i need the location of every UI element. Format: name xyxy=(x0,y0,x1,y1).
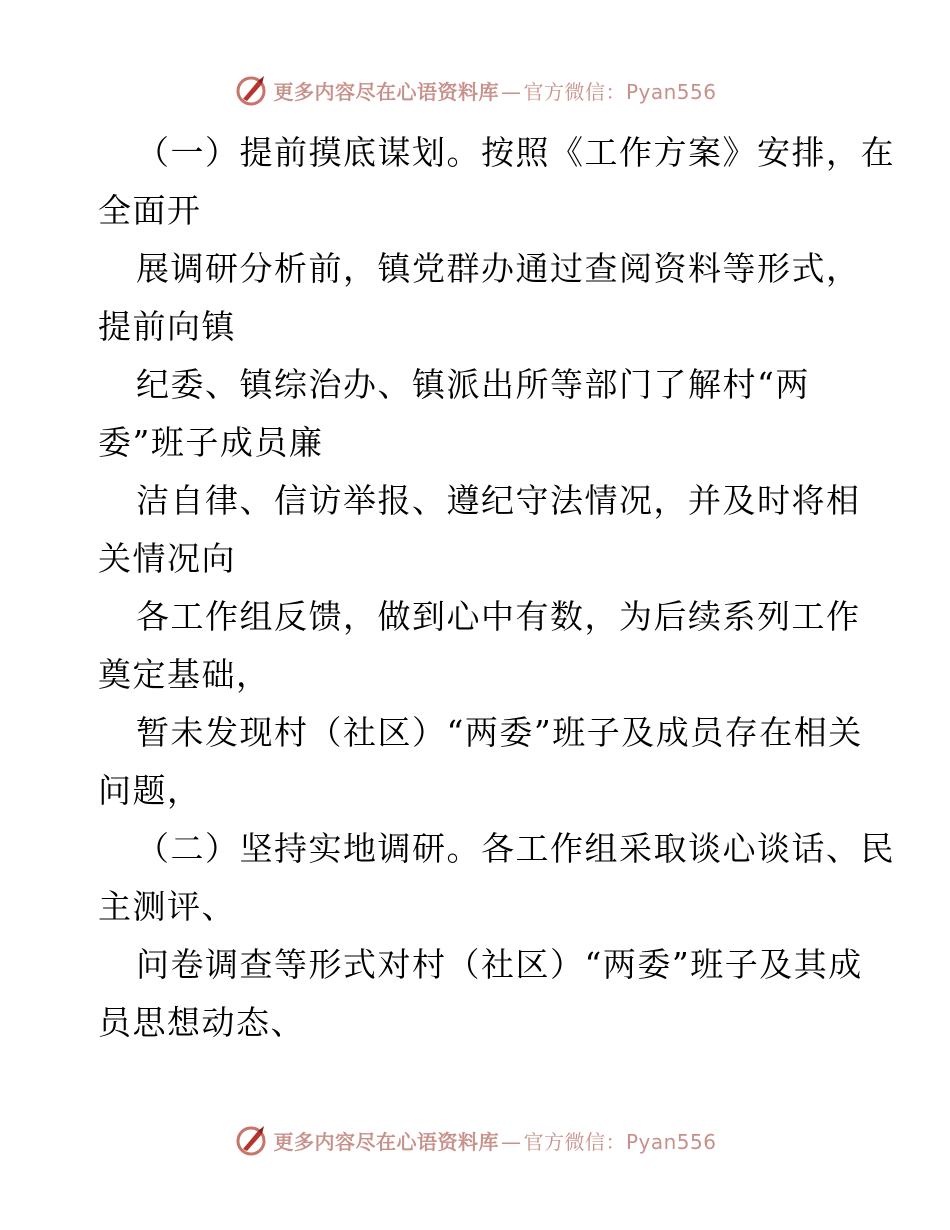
text-line: 全面开 xyxy=(98,191,202,230)
text-line: （一）提前摸底谋划。按照《工作方案》安排，在 xyxy=(136,133,895,172)
watermark-separator: — xyxy=(500,79,522,104)
watermark-text xyxy=(273,1126,716,1155)
watermark-header xyxy=(0,68,950,112)
text-line: 关情况向 xyxy=(98,539,236,578)
text-line: 洁自律、信访举报、遵纪守法情况，并及时将相 xyxy=(136,481,861,520)
quill-pen-logo-icon xyxy=(233,1122,269,1158)
text-line: 奠定基础， xyxy=(98,655,271,694)
watermark-site: 更多内容尽在心语资料库 xyxy=(273,1129,499,1154)
watermark-contact: 官方微信：Pyan556 xyxy=(523,1129,717,1154)
text-line: 问卷调查等形式对村（社区）“两委”班子及其成 xyxy=(136,945,863,984)
text-line: 各工作组反馈，做到心中有数，为后续系列工作 xyxy=(136,597,861,636)
document-body xyxy=(98,124,895,1052)
watermark-contact: 官方微信：Pyan556 xyxy=(523,79,717,104)
text-line: （二）坚持实地调研。各工作组采取谈心谈话、民 xyxy=(136,829,895,868)
text-line: 主测评、 xyxy=(98,887,236,926)
text-line: 暂未发现村（社区）“两委”班子及成员存在相关 xyxy=(136,713,863,752)
text-line: 提前向镇 xyxy=(98,307,236,346)
text-line: 纪委、镇综治办、镇派出所等部门了解村“两 xyxy=(136,365,810,404)
text-line: 展调研分析前，镇党群办通过查阅资料等形式， xyxy=(136,249,861,288)
text-line: 问题， xyxy=(98,771,202,810)
watermark-site: 更多内容尽在心语资料库 xyxy=(273,79,499,104)
text-line: 委”班子成员廉 xyxy=(98,423,324,462)
watermark-separator: — xyxy=(500,1129,522,1154)
quill-pen-logo-icon xyxy=(233,72,269,108)
watermark-footer xyxy=(0,1118,950,1162)
text-line: 员思想动态、 xyxy=(98,1003,305,1042)
watermark-text xyxy=(273,76,716,105)
